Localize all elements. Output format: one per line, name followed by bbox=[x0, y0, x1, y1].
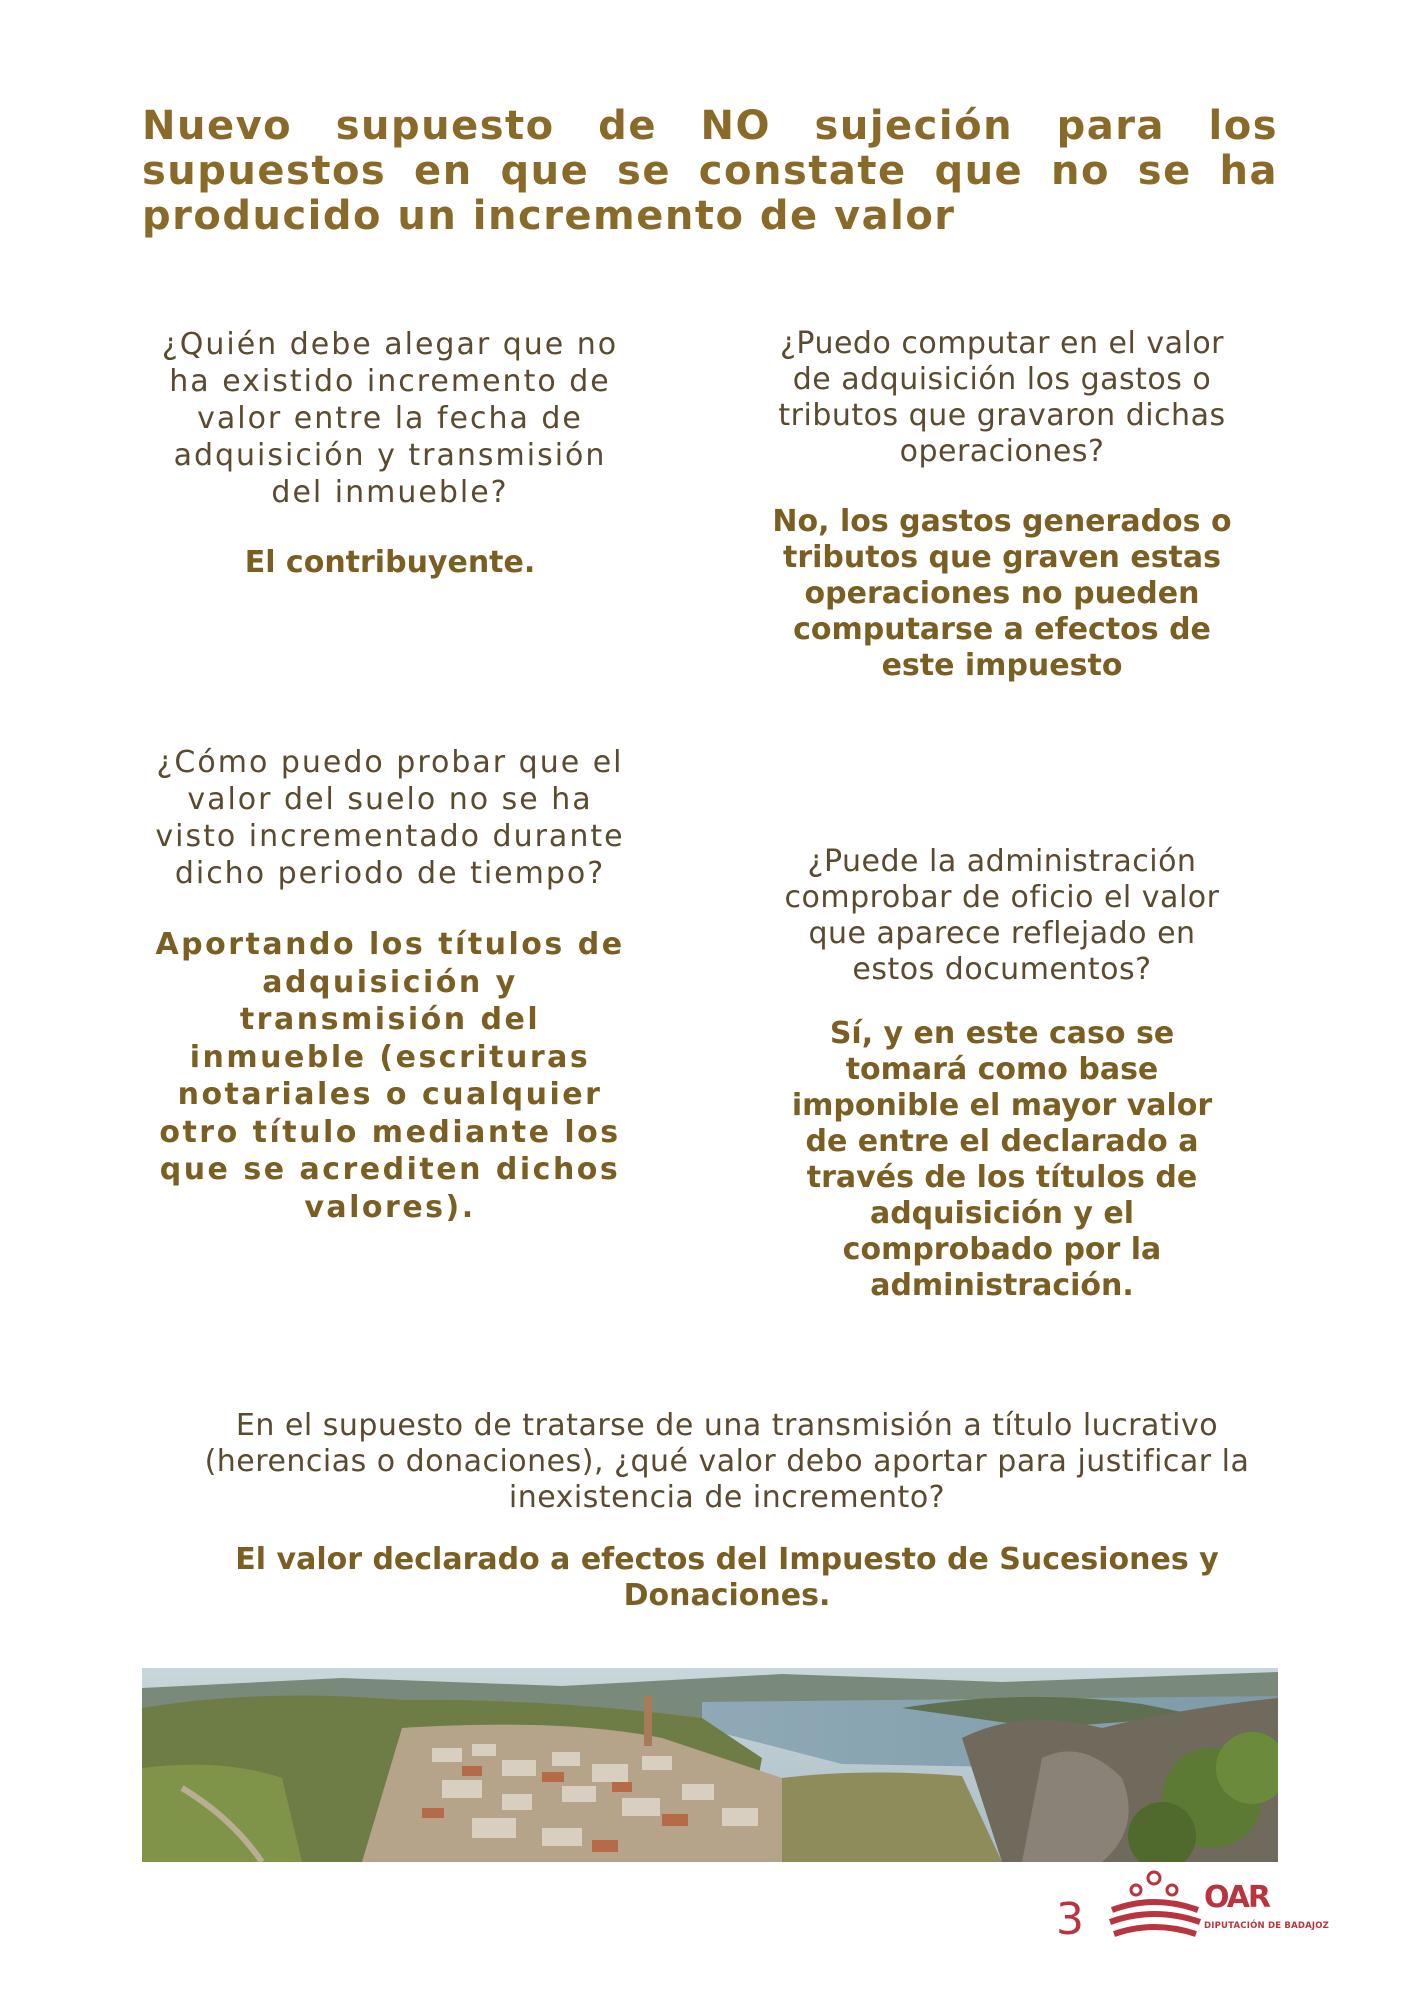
question-text: ¿Quién debe alegar que no ha existido incremento de valor entre la fecha de adquisición y transmisión del inmueble? bbox=[161, 327, 619, 510]
qa-block-4 bbox=[782, 844, 1222, 1304]
answer-text: Sí, y en este caso se tomará como base imponible el mayor valor de entre el declarado a través de los títulos de adquisición y el comprobado por la administración. bbox=[791, 1016, 1213, 1303]
qa-block-5 bbox=[172, 1408, 1282, 1614]
question-text: ¿Puede la administración comprobar de oficio el valor que aparece reflejado en estos documentos? bbox=[784, 844, 1220, 987]
question-text: ¿Cómo puedo probar que el valor del suelo no se ha visto incrementado durante dicho periodo de tiempo? bbox=[155, 745, 625, 891]
qa-block-1 bbox=[150, 326, 630, 581]
answer-text: El contribuyente. bbox=[244, 545, 536, 580]
answer-text: El valor declarado a efectos del Impuesto de Sucesiones y Donaciones. bbox=[235, 1542, 1219, 1613]
logo-text: OAR bbox=[1204, 1880, 1270, 1915]
question-text: ¿Puedo computar en el valor de adquisición los gastos o tributos que gravaron dichas operaciones? bbox=[778, 326, 1226, 469]
answer-text: No, los gastos generados o tributos que graven estas operaciones no pueden computarse a efectos de este impuesto bbox=[772, 504, 1232, 683]
qa-block-3 bbox=[150, 744, 630, 1226]
qa-block-2 bbox=[772, 326, 1232, 684]
question-text: En el supuesto de tratarse de una transmisión a título lucrativo (herencias o donaciones), ¿qué valor debo aportar para justificar la inexistencia de incremento? bbox=[204, 1408, 1250, 1515]
page-title: Nuevo supuesto de NO sujeción para los supuestos en que se constate que no se ha producido un incremento de valor bbox=[142, 103, 1278, 239]
answer-text: Aportando los títulos de adquisición y transmisión del inmueble (escrituras notariales o cualquier otro título mediante los que se acrediten dichos valores). bbox=[155, 927, 625, 1225]
page-number: 3 bbox=[1056, 1894, 1084, 1945]
logo-subtitle: DIPUTACIÓN DE BADAJOZ bbox=[1204, 1921, 1330, 1931]
landscape-photo bbox=[142, 1668, 1278, 1862]
